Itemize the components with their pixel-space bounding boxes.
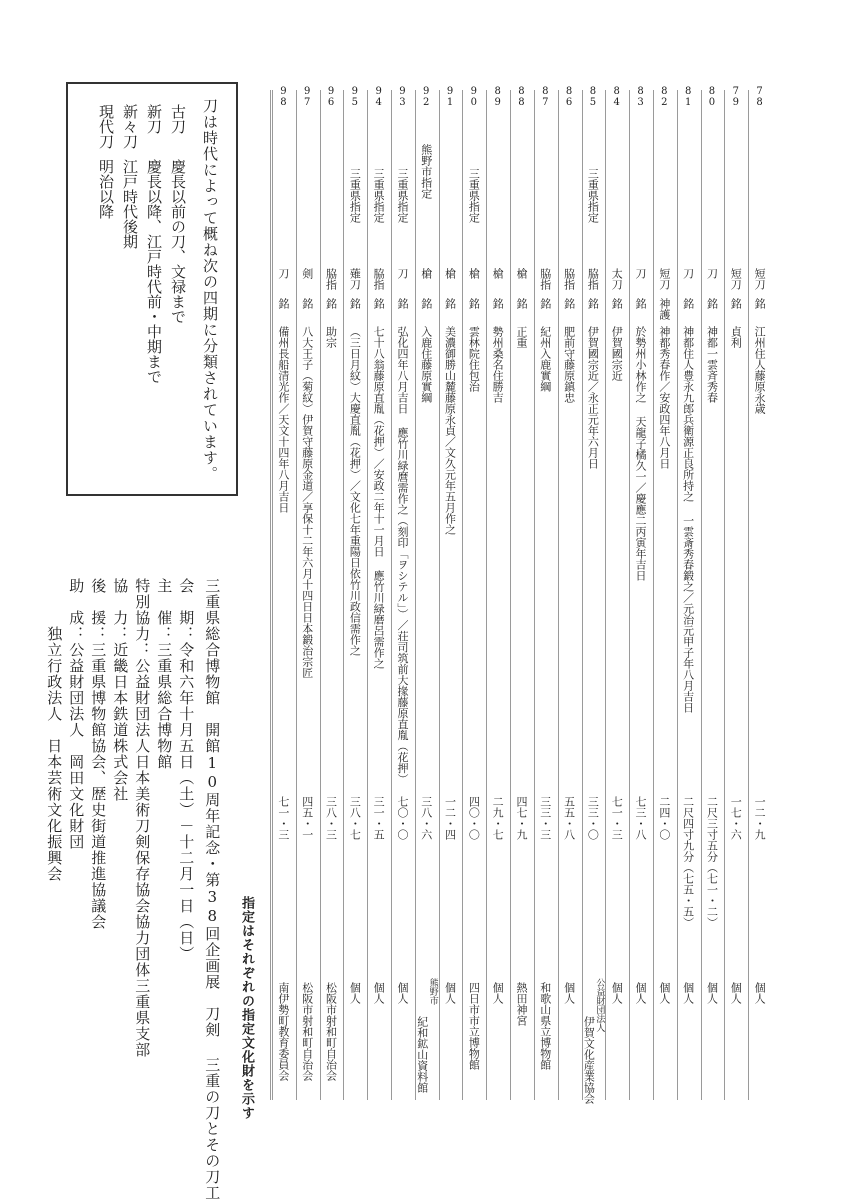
cell-owner: 和歌山県立博物館 — [538, 982, 552, 1070]
cell-length: 一二・四 — [443, 796, 457, 840]
cell-type: 槍 — [491, 268, 505, 279]
table-row — [510, 78, 534, 1110]
cell-sig-kind: 銘 — [348, 298, 362, 309]
cell-length: 三八・六 — [419, 796, 433, 840]
cell-owner: 個人 — [657, 982, 671, 1004]
cell-owner: 個人 — [705, 982, 719, 1004]
cell-type: 短刀 — [753, 268, 767, 290]
cell-inscription: 勢州桑名住勝吉 — [491, 326, 505, 403]
cell-owner: 松阪市射和町自治会 — [324, 982, 338, 1081]
cell-no: 87 — [539, 86, 551, 108]
cell-inscription: （三日月紋）大慶直胤（花押）／文化七年重陽日依竹川政信需作之 — [348, 326, 362, 656]
table-row — [677, 78, 701, 1110]
cell-length: 七一・三 — [276, 796, 290, 840]
cell-no: 93 — [396, 86, 408, 108]
cell-owner: 紀和鉱山資料館 — [415, 1016, 429, 1093]
cell-owner: 個人 — [443, 982, 457, 1004]
cell-no: 96 — [325, 86, 337, 108]
cell-owner: 伊賀文化産業協会 — [582, 1016, 596, 1104]
cell-sig-kind: 銘 — [610, 298, 624, 309]
cell-length: 五五・八 — [562, 796, 576, 840]
period-intro: 刀は時代によって概ね次の四期に分類されています。 — [201, 98, 219, 482]
credit-line: 独立行政法人 日本芸術文化振興会 — [45, 578, 64, 882]
row-divider — [534, 90, 535, 1100]
cell-length: 七三・八 — [634, 796, 648, 840]
row-divider — [510, 90, 511, 1100]
cell-no: 88 — [515, 86, 527, 108]
row-divider — [701, 90, 702, 1100]
cell-no: 81 — [682, 86, 694, 108]
exhibition-title: 三重県総合博物館 開館10周年記念・第38回企画展 刀剣 三重の刀とその刀工 — [203, 578, 222, 1201]
cell-sig-kind: 銘 — [586, 298, 600, 309]
cell-owner: 個人 — [491, 982, 505, 1004]
table-row — [367, 78, 391, 1110]
credit-line: 協 力：近畿日本鉄道株式会社 — [111, 578, 130, 802]
table-row — [439, 78, 463, 1110]
cell-designation: 三重県指定 — [586, 168, 600, 223]
cell-no: 97 — [301, 86, 313, 108]
period-desc: 明治以降 — [97, 159, 115, 219]
table-row — [272, 78, 296, 1110]
cell-designation: 三重県指定 — [395, 168, 409, 223]
cell-no: 82 — [658, 86, 670, 108]
cell-no: 91 — [444, 86, 456, 108]
cell-sig-kind: 銘 — [419, 298, 433, 309]
cell-type: 短刀 — [657, 268, 671, 290]
cell-length: 一二・九 — [753, 796, 767, 840]
cell-length: 三三・三 — [538, 796, 552, 840]
cell-sig-kind: 銘 — [324, 298, 338, 309]
cell-inscription: 七十八翁藤原直胤（花押）／安政二年十一月日 應竹川緑磨呂需作之 — [372, 326, 386, 669]
cell-type: 槍 — [443, 268, 457, 279]
table-row — [320, 78, 344, 1110]
cell-owner: 個人 — [753, 982, 767, 1004]
cell-sig-kind: 銘 — [681, 298, 695, 309]
cell-inscription: 弘化四年八月吉日 應竹川緑麿需作之（刻印「ヲシテル」）／荘司筑前大掾藤原直胤（花押） — [395, 326, 409, 785]
cell-owner: 個人 — [562, 982, 576, 1004]
cell-type: 槍 — [419, 268, 433, 279]
cell-sig-kind: 銘 — [729, 298, 743, 309]
cell-sig-kind: 銘 — [443, 298, 457, 309]
table-row — [701, 78, 725, 1110]
period-desc: 慶長以前の刀、文禄まで — [169, 159, 187, 324]
cell-length: 一七・六 — [729, 796, 743, 840]
cell-inscription: 入鹿住藤原實綱 — [419, 326, 433, 403]
cell-inscription: 江州住人藤原永歳 — [753, 326, 767, 414]
table-row — [534, 78, 558, 1110]
cell-designation: 三重県指定 — [372, 168, 386, 223]
cell-no: 83 — [635, 86, 647, 108]
cell-type: 刀 — [276, 268, 290, 279]
cell-length: 四五・一 — [300, 796, 314, 840]
table-row — [558, 78, 582, 1110]
credit-line: 助 成：公益財団法人 岡田文化財団 — [67, 578, 86, 850]
cell-owner: 個人 — [681, 982, 695, 1004]
row-divider — [558, 90, 559, 1100]
cell-no: 78 — [754, 86, 766, 108]
period-desc: 慶長以降、江戸時代前・中期まで — [145, 159, 163, 384]
cell-type: 刀 — [681, 268, 695, 279]
period-name: 現代刀 — [97, 104, 115, 149]
cell-no: 80 — [706, 86, 718, 108]
cell-inscription: 美濃御勝山麓藤原永貞／文久元年五月作之 — [443, 326, 457, 535]
table-row — [415, 78, 439, 1110]
cell-no: 94 — [373, 86, 385, 108]
table-row — [343, 78, 367, 1110]
table-row — [724, 78, 748, 1110]
artifact-table — [272, 78, 772, 1110]
cell-inscription: 伊賀國宗近 — [610, 326, 624, 381]
cell-sig-kind: 銘 — [753, 298, 767, 309]
cell-owner: 松阪市射和町自治会 — [300, 982, 314, 1081]
cell-sig-kind: 神護 — [657, 298, 671, 320]
cell-sig-kind: 銘 — [514, 298, 528, 309]
cell-inscription: 正重 — [514, 326, 528, 348]
cell-type: 剣 — [300, 268, 314, 279]
period-name: 新刀 — [145, 104, 163, 134]
cell-length: 三八・三 — [324, 796, 338, 840]
cell-owner: 四日市市立博物館 — [467, 982, 481, 1070]
cell-inscription: 神都一雲斉秀春 — [705, 326, 719, 403]
table-row — [462, 78, 486, 1110]
cell-length: 三三・〇 — [586, 796, 600, 840]
credit-line: 主 催：三重県総合博物館 — [155, 578, 174, 770]
cell-inscription: 八大王子（菊紋）伊賀守藤原金道／享保十二年六月十四日日本鍛治宗匠 — [300, 326, 314, 678]
cell-inscription: 紀州入鹿實綱 — [538, 326, 552, 392]
row-divider — [462, 90, 463, 1100]
cell-designation: 熊野市指定 — [419, 144, 433, 199]
row-divider — [439, 90, 440, 1100]
cell-sig-kind: 銘 — [634, 298, 648, 309]
cell-owner-note: 公益財団法人 — [594, 978, 605, 1032]
cell-inscription: 肥前守藤原鎮忠 — [562, 326, 576, 403]
cell-length: 二四・〇 — [657, 796, 671, 840]
cell-sig-kind: 銘 — [276, 298, 290, 309]
cell-length: 三一・五 — [372, 796, 386, 840]
cell-owner: 個人 — [610, 982, 624, 1004]
table-row — [653, 78, 677, 1110]
table-row — [582, 78, 606, 1110]
row-divider — [748, 90, 749, 1100]
cell-sig-kind: 銘 — [705, 298, 719, 309]
cell-designation: 三重県指定 — [348, 168, 362, 223]
row-divider — [724, 90, 725, 1100]
cell-type: 短刀 — [729, 268, 743, 290]
cell-sig-kind: 銘 — [562, 298, 576, 309]
table-row — [391, 78, 415, 1110]
row-divider — [367, 90, 368, 1100]
cell-no: 84 — [611, 86, 623, 108]
cell-sig-kind: 銘 — [395, 298, 409, 309]
cell-type: 脇指 — [538, 268, 552, 290]
cell-owner: 熱田神宮 — [514, 982, 528, 1026]
credit-line: 後 援：三重県博物館協会、歴史街道推進協議会 — [89, 578, 108, 930]
cell-type: 脇指 — [324, 268, 338, 290]
cell-designation: 三重県指定 — [467, 168, 481, 223]
row-divider — [486, 90, 487, 1100]
period-name: 古刀 — [169, 104, 187, 134]
cell-owner: 南伊勢町教育委員会 — [276, 982, 290, 1081]
cell-sig-kind: 銘 — [538, 298, 552, 309]
cell-no: 85 — [587, 86, 599, 108]
cell-inscription: 貞利 — [729, 326, 743, 348]
cell-no: 86 — [563, 86, 575, 108]
cell-owner: 個人 — [395, 982, 409, 1004]
cell-length: 二九・七 — [491, 796, 505, 840]
cell-type: 刀 — [395, 268, 409, 279]
cell-inscription: 備州長船清光作／天文十四年八月吉日 — [276, 326, 290, 513]
cell-no: 98 — [277, 86, 289, 108]
cell-length: 三八・七 — [348, 796, 362, 840]
row-divider — [320, 90, 321, 1100]
cell-sig-kind: 銘 — [300, 298, 314, 309]
cell-type: 脇指 — [586, 268, 600, 290]
cell-length: 四〇・〇 — [467, 796, 481, 840]
credit-line: 会 期：令和六年十月五日（土）－十二月一日（日） — [177, 578, 196, 962]
cell-inscription: 神都秀春作／安政四年八月日 — [657, 326, 671, 469]
cell-type: 太刀 — [610, 268, 624, 290]
row-divider — [605, 90, 606, 1100]
cell-no: 90 — [468, 86, 480, 108]
cell-type: 脇指 — [562, 268, 576, 290]
row-divider — [343, 90, 344, 1100]
cell-inscription: 雲林院住包治 — [467, 326, 481, 392]
row-divider — [677, 90, 678, 1100]
cell-no: 92 — [420, 86, 432, 108]
table-row — [629, 78, 653, 1110]
period-desc: 江戸時代後期 — [121, 159, 139, 249]
cell-length: 二尺三寸五分（七一・二） — [705, 796, 719, 928]
cell-owner-note: 熊野市 — [427, 978, 438, 1005]
cell-length: 七〇・〇 — [395, 796, 409, 840]
row-divider — [296, 90, 297, 1100]
cell-sig-kind: 銘 — [467, 298, 481, 309]
cell-no: 89 — [492, 86, 504, 108]
cell-type: 脇指 — [372, 268, 386, 290]
cell-type: 薙刀 — [348, 268, 362, 290]
row-divider — [272, 90, 273, 1100]
cell-type: 槍 — [514, 268, 528, 279]
row-divider — [415, 90, 416, 1100]
table-row — [605, 78, 629, 1110]
cell-no: 95 — [349, 86, 361, 108]
credit-line: 特別協力：公益財団法人日本美術刀剣保存協会協力団体三重県支部 — [133, 578, 152, 1058]
cell-sig-kind: 銘 — [491, 298, 505, 309]
cell-length: 四七・九 — [514, 796, 528, 840]
cell-type: 刀 — [634, 268, 648, 279]
cell-sig-kind: 銘 — [372, 298, 386, 309]
cell-inscription: 神都住人豊永九郎兵衛源正良所持之 一雲斎秀春鍛之／元治元甲子年八月吉日 — [681, 326, 695, 713]
table-row — [486, 78, 510, 1110]
cell-type: 槍 — [467, 268, 481, 279]
cell-length: 七一・三 — [610, 796, 624, 840]
table-row — [296, 78, 320, 1110]
cell-type: 刀 — [705, 268, 719, 279]
period-name: 新々刀 — [121, 104, 139, 149]
cell-inscription: 伊賀國宗近／永正元年六月日 — [586, 326, 600, 469]
row-divider — [391, 90, 392, 1100]
designation-note: 指定はそれぞれの指定文化財を示す — [239, 896, 254, 1120]
cell-owner: 個人 — [729, 982, 743, 1004]
cell-owner: 個人 — [348, 982, 362, 1004]
cell-no: 79 — [730, 86, 742, 108]
row-divider — [582, 90, 583, 1100]
sword-period-box — [66, 82, 238, 496]
table-divider — [270, 90, 271, 1100]
row-divider — [653, 90, 654, 1100]
cell-length: 二尺四寸九分（七五・五） — [681, 796, 695, 928]
cell-owner: 個人 — [634, 982, 648, 1004]
table-row — [748, 78, 772, 1110]
cell-inscription: 助宗 — [324, 326, 338, 348]
cell-inscription: 於勢州小林作之 天龍子橘久一／慶應二丙寅年吉日 — [634, 326, 648, 581]
cell-owner: 個人 — [372, 982, 386, 1004]
row-divider — [629, 90, 630, 1100]
